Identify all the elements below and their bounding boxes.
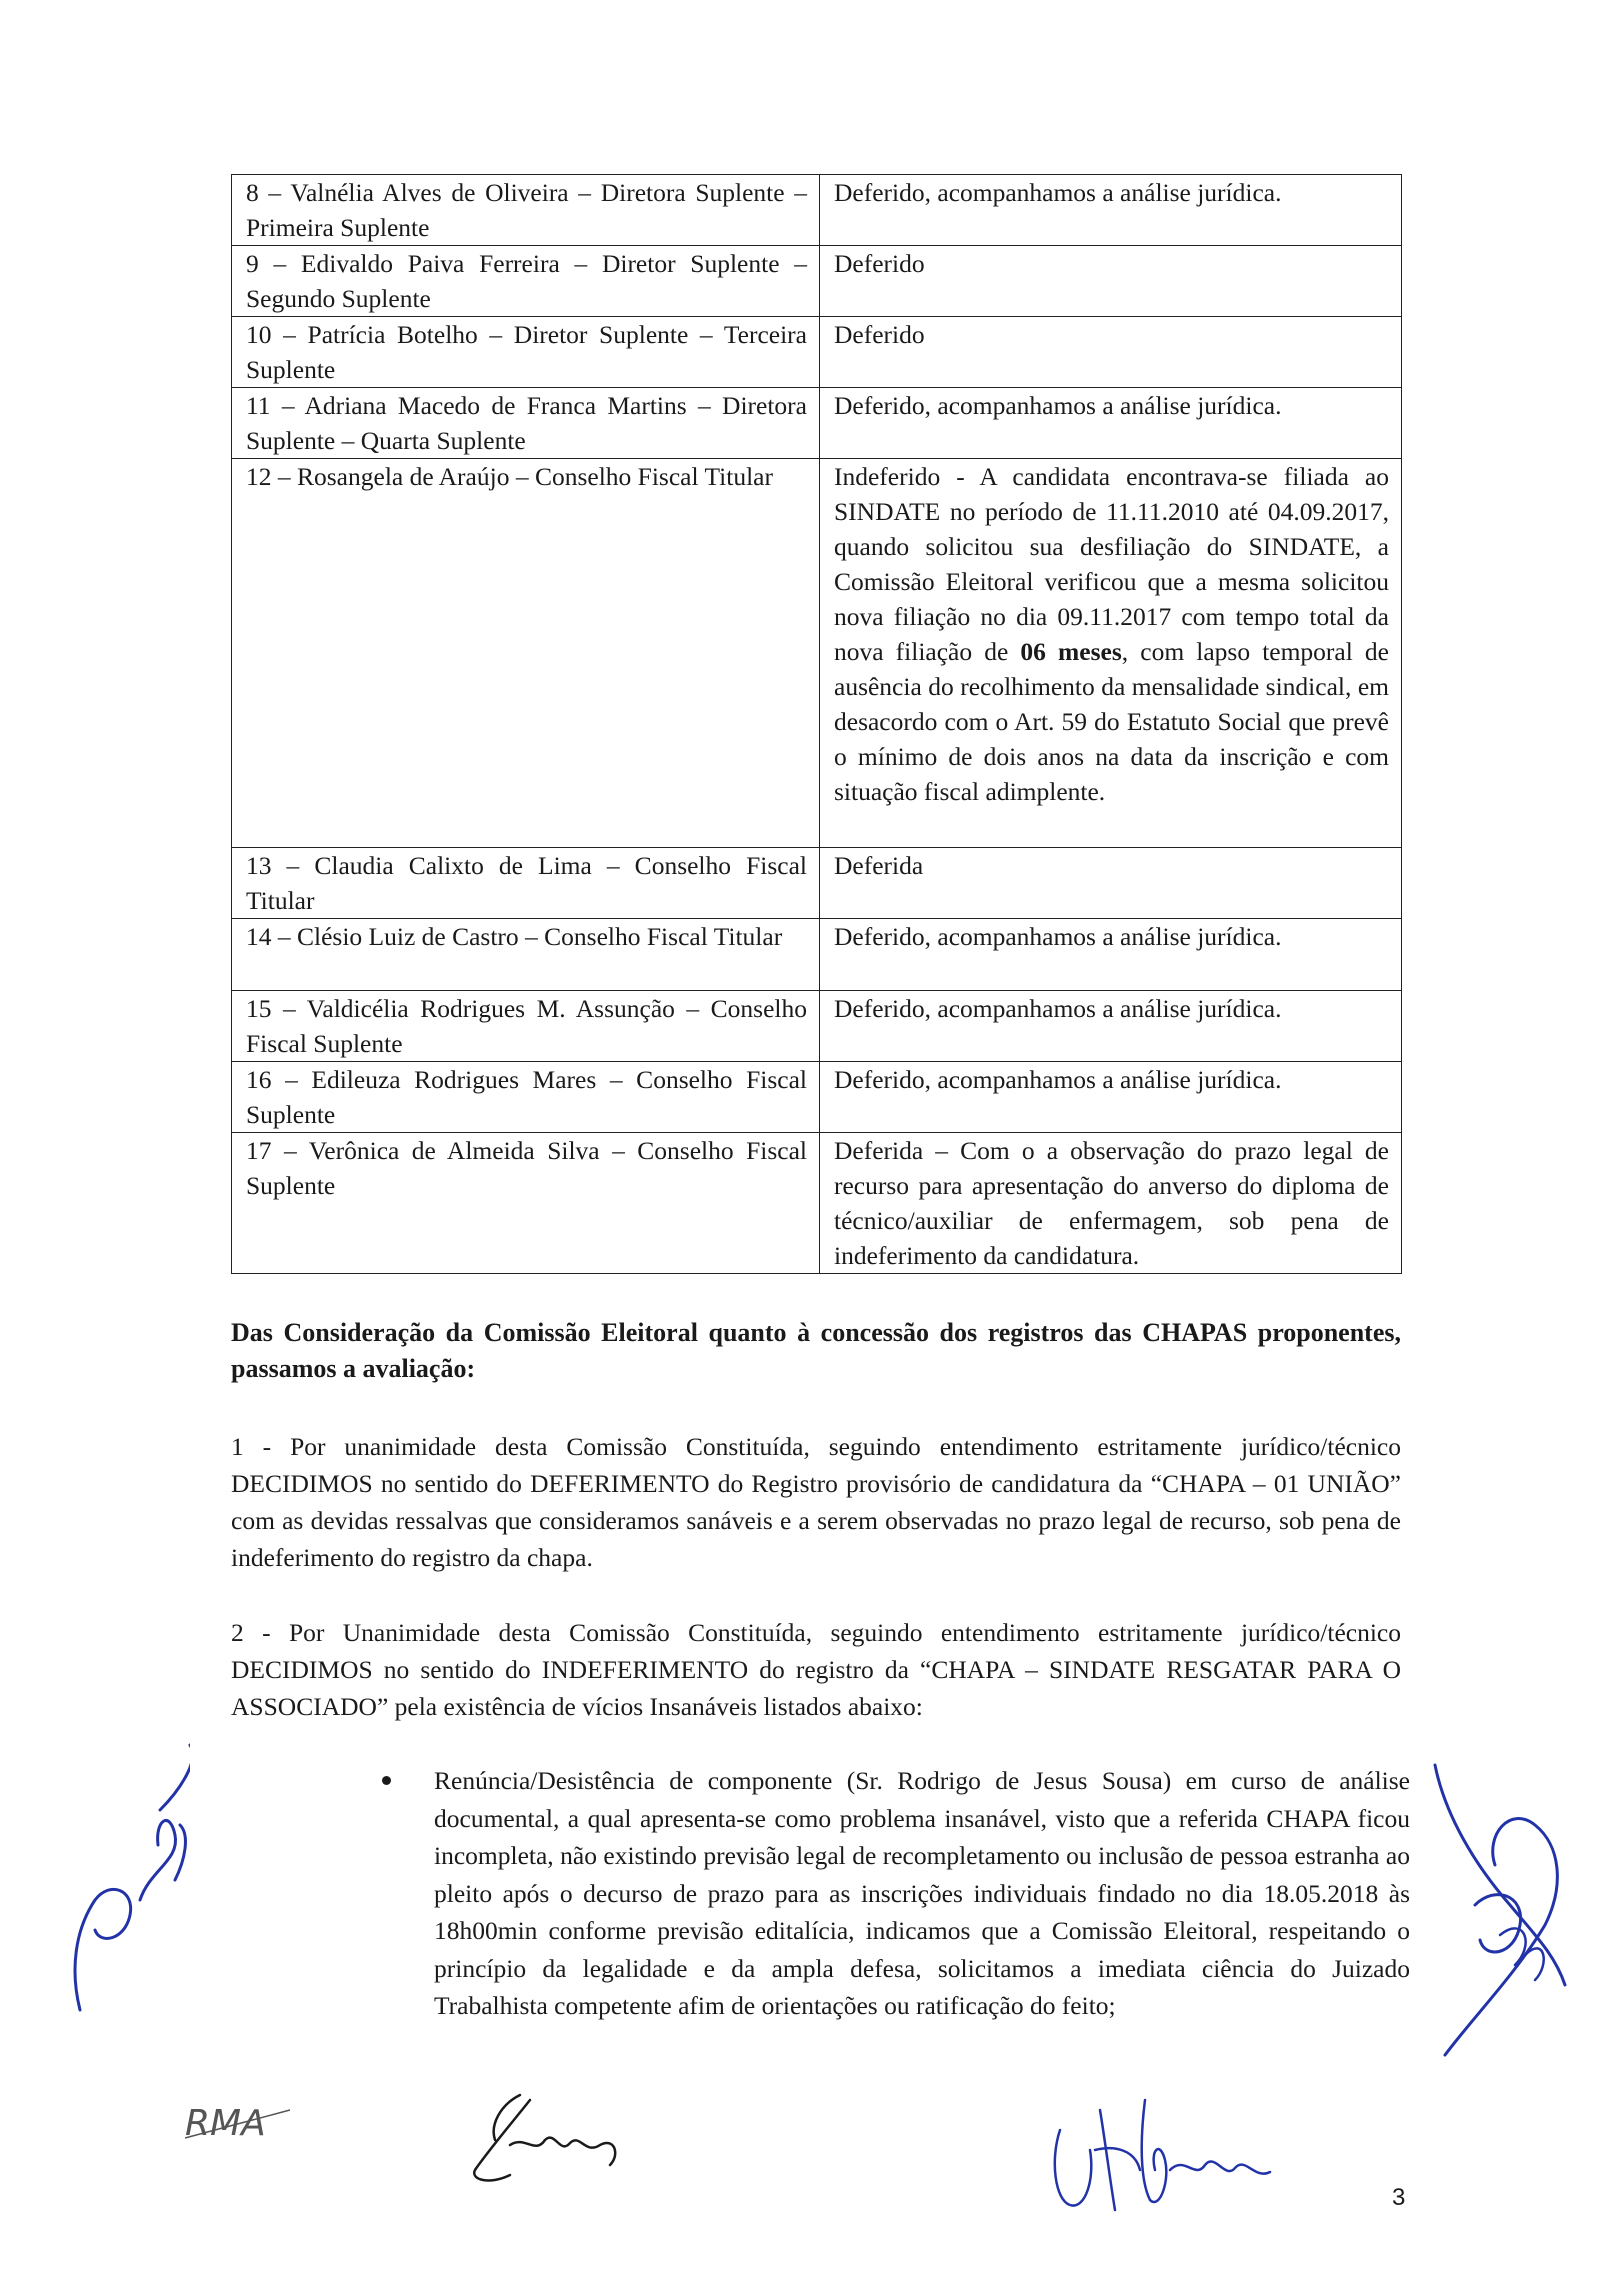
candidates-table: [231, 174, 1402, 1274]
page-number: 3: [1392, 2184, 1406, 2211]
bottom-signature-right: [1040, 2090, 1280, 2220]
table-row: [232, 175, 1402, 246]
decision-text: , com lapso temporal de ausência do recolhimento da mensalidade sindical, em desacordo com o Art. 59 do Estatuto Social que prevê o mínimo de dois anos na data da inscrição e com situação fiscal adimplente.: [834, 637, 1389, 806]
table-row: [232, 1062, 1402, 1133]
bullet-icon: [382, 1776, 391, 1785]
candidate-name: 12 – Rosangela de Araújo – Conselho Fiscal Titular: [232, 459, 820, 848]
decision-text: Indeferido - A candidata encontrava-se filiada ao SINDATE no período de 11.11.2010 até 04.09.2017, quando solicitou sua desfiliação do SINDATE, a Comissão Eleitoral verificou que a mesma solicitou nova filiação no dia 09.11.2017 com tempo total da nova filiação de: [834, 462, 1389, 666]
candidate-decision: Deferida – Com o a observação do prazo legal de recurso para apresentação do anverso do diploma de técnico/auxiliar de enfermagem, sob pena de indeferimento da candidatura.: [820, 1133, 1402, 1274]
table-row: [232, 317, 1402, 388]
candidate-decision: Deferido, acompanhamos a análise jurídica.: [820, 1062, 1402, 1133]
table-row: [232, 991, 1402, 1062]
considerations-heading: Das Consideração da Comissão Eleitoral quanto à concessão dos registros das CHAPAS proponentes, passamos a avaliação:: [231, 1318, 1401, 1383]
candidate-name: 8 – Valnélia Alves de Oliveira – Diretora Suplente – Primeira Suplente: [232, 175, 820, 246]
table-row: [232, 848, 1402, 919]
candidate-name: 13 – Claudia Calixto de Lima – Conselho Fiscal Titular: [232, 848, 820, 919]
candidate-name: 16 – Edileuza Rodrigues Mares – Conselho Fiscal Suplente: [232, 1062, 820, 1133]
bottom-signature-left: [460, 2085, 640, 2195]
decision-emphasis: 06 meses: [1020, 637, 1122, 666]
table-row: [232, 246, 1402, 317]
candidate-decision: Deferido, acompanhamos a análise jurídica.: [820, 388, 1402, 459]
paragraph-deferimento: 1 - Por unanimidade desta Comissão Constituída, seguindo entendimento estritamente jurídico/técnico DECIDIMOS no sentido do DEFERIMENTO do Registro provisório de candidatura da “CHAPA – 01 UNIÃO” com as devidas ressalvas que consideramos sanáveis e a serem observadas no prazo legal de recurso, sob pena de indeferimento do registro da chapa.: [231, 1432, 1401, 1572]
candidate-decision: Deferido: [820, 246, 1402, 317]
candidate-name: 14 – Clésio Luiz de Castro – Conselho Fiscal Titular: [232, 919, 820, 991]
table-row: [232, 919, 1402, 991]
candidate-decision: Deferido, acompanhamos a análise jurídica.: [820, 991, 1402, 1062]
table-row: [232, 459, 1402, 848]
candidate-name: 11 – Adriana Macedo de Franca Martins – Diretora Suplente – Quarta Suplente: [232, 388, 820, 459]
candidate-name: 17 – Verônica de Almeida Silva – Conselho Fiscal Suplente: [232, 1133, 820, 1274]
paragraph-indeferimento: 2 - Por Unanimidade desta Comissão Constituída, seguindo entendimento estritamente jurídico/técnico DECIDIMOS no sentido do INDEFERIMENTO do registro da “CHAPA – SINDATE RESGATAR PARA O ASSOCIADO” pela existência de vícios Insanáveis listados abaixo:: [231, 1618, 1401, 1721]
table-row: [232, 388, 1402, 459]
table-row: [232, 1133, 1402, 1274]
candidate-name: 15 – Valdicélia Rodrigues M. Assunção – Conselho Fiscal Suplente: [232, 991, 820, 1062]
initials-text: RMA: [185, 2103, 266, 2144]
candidate-name: 10 – Patrícia Botelho – Diretor Suplente – Terceira Suplente: [232, 317, 820, 388]
candidate-decision: Deferido: [820, 317, 1402, 388]
margin-signature: [40, 1740, 190, 2030]
bullet-item: Renúncia/Desistência de componente (Sr. Rodrigo de Jesus Sousa) em curso de análise documental, a qual apresenta-se como problema insanável, visto que a referida CHAPA ficou incompleta, não existindo previsão legal de recompletamento ou inclusão de pessoa estranha ao pleito após o decurso de prazo para as inscrições individuais findado no dia 18.05.2018 às 18h00min conforme previsão editalícia, indicamos que a Comissão Eleitoral, respeitando o princípio da legalidade e da ampla defesa, solicitamos a imediata ciência do Juizado Trabalhista competente afim de orientações ou ratificação do feito;: [434, 1766, 1410, 2020]
right-margin-signature: [1415, 1755, 1585, 2065]
candidate-decision: Deferida: [820, 848, 1402, 919]
candidate-decision: Deferido, acompanhamos a análise jurídica.: [820, 175, 1402, 246]
candidate-name: 9 – Edivaldo Paiva Ferreira – Diretor Suplente – Segundo Suplente: [232, 246, 820, 317]
bullet-list: [370, 1762, 1410, 2025]
candidate-decision: [820, 459, 1402, 848]
initials-rma: [180, 2090, 300, 2150]
candidate-decision: Deferido, acompanhamos a análise jurídica.: [820, 919, 1402, 991]
